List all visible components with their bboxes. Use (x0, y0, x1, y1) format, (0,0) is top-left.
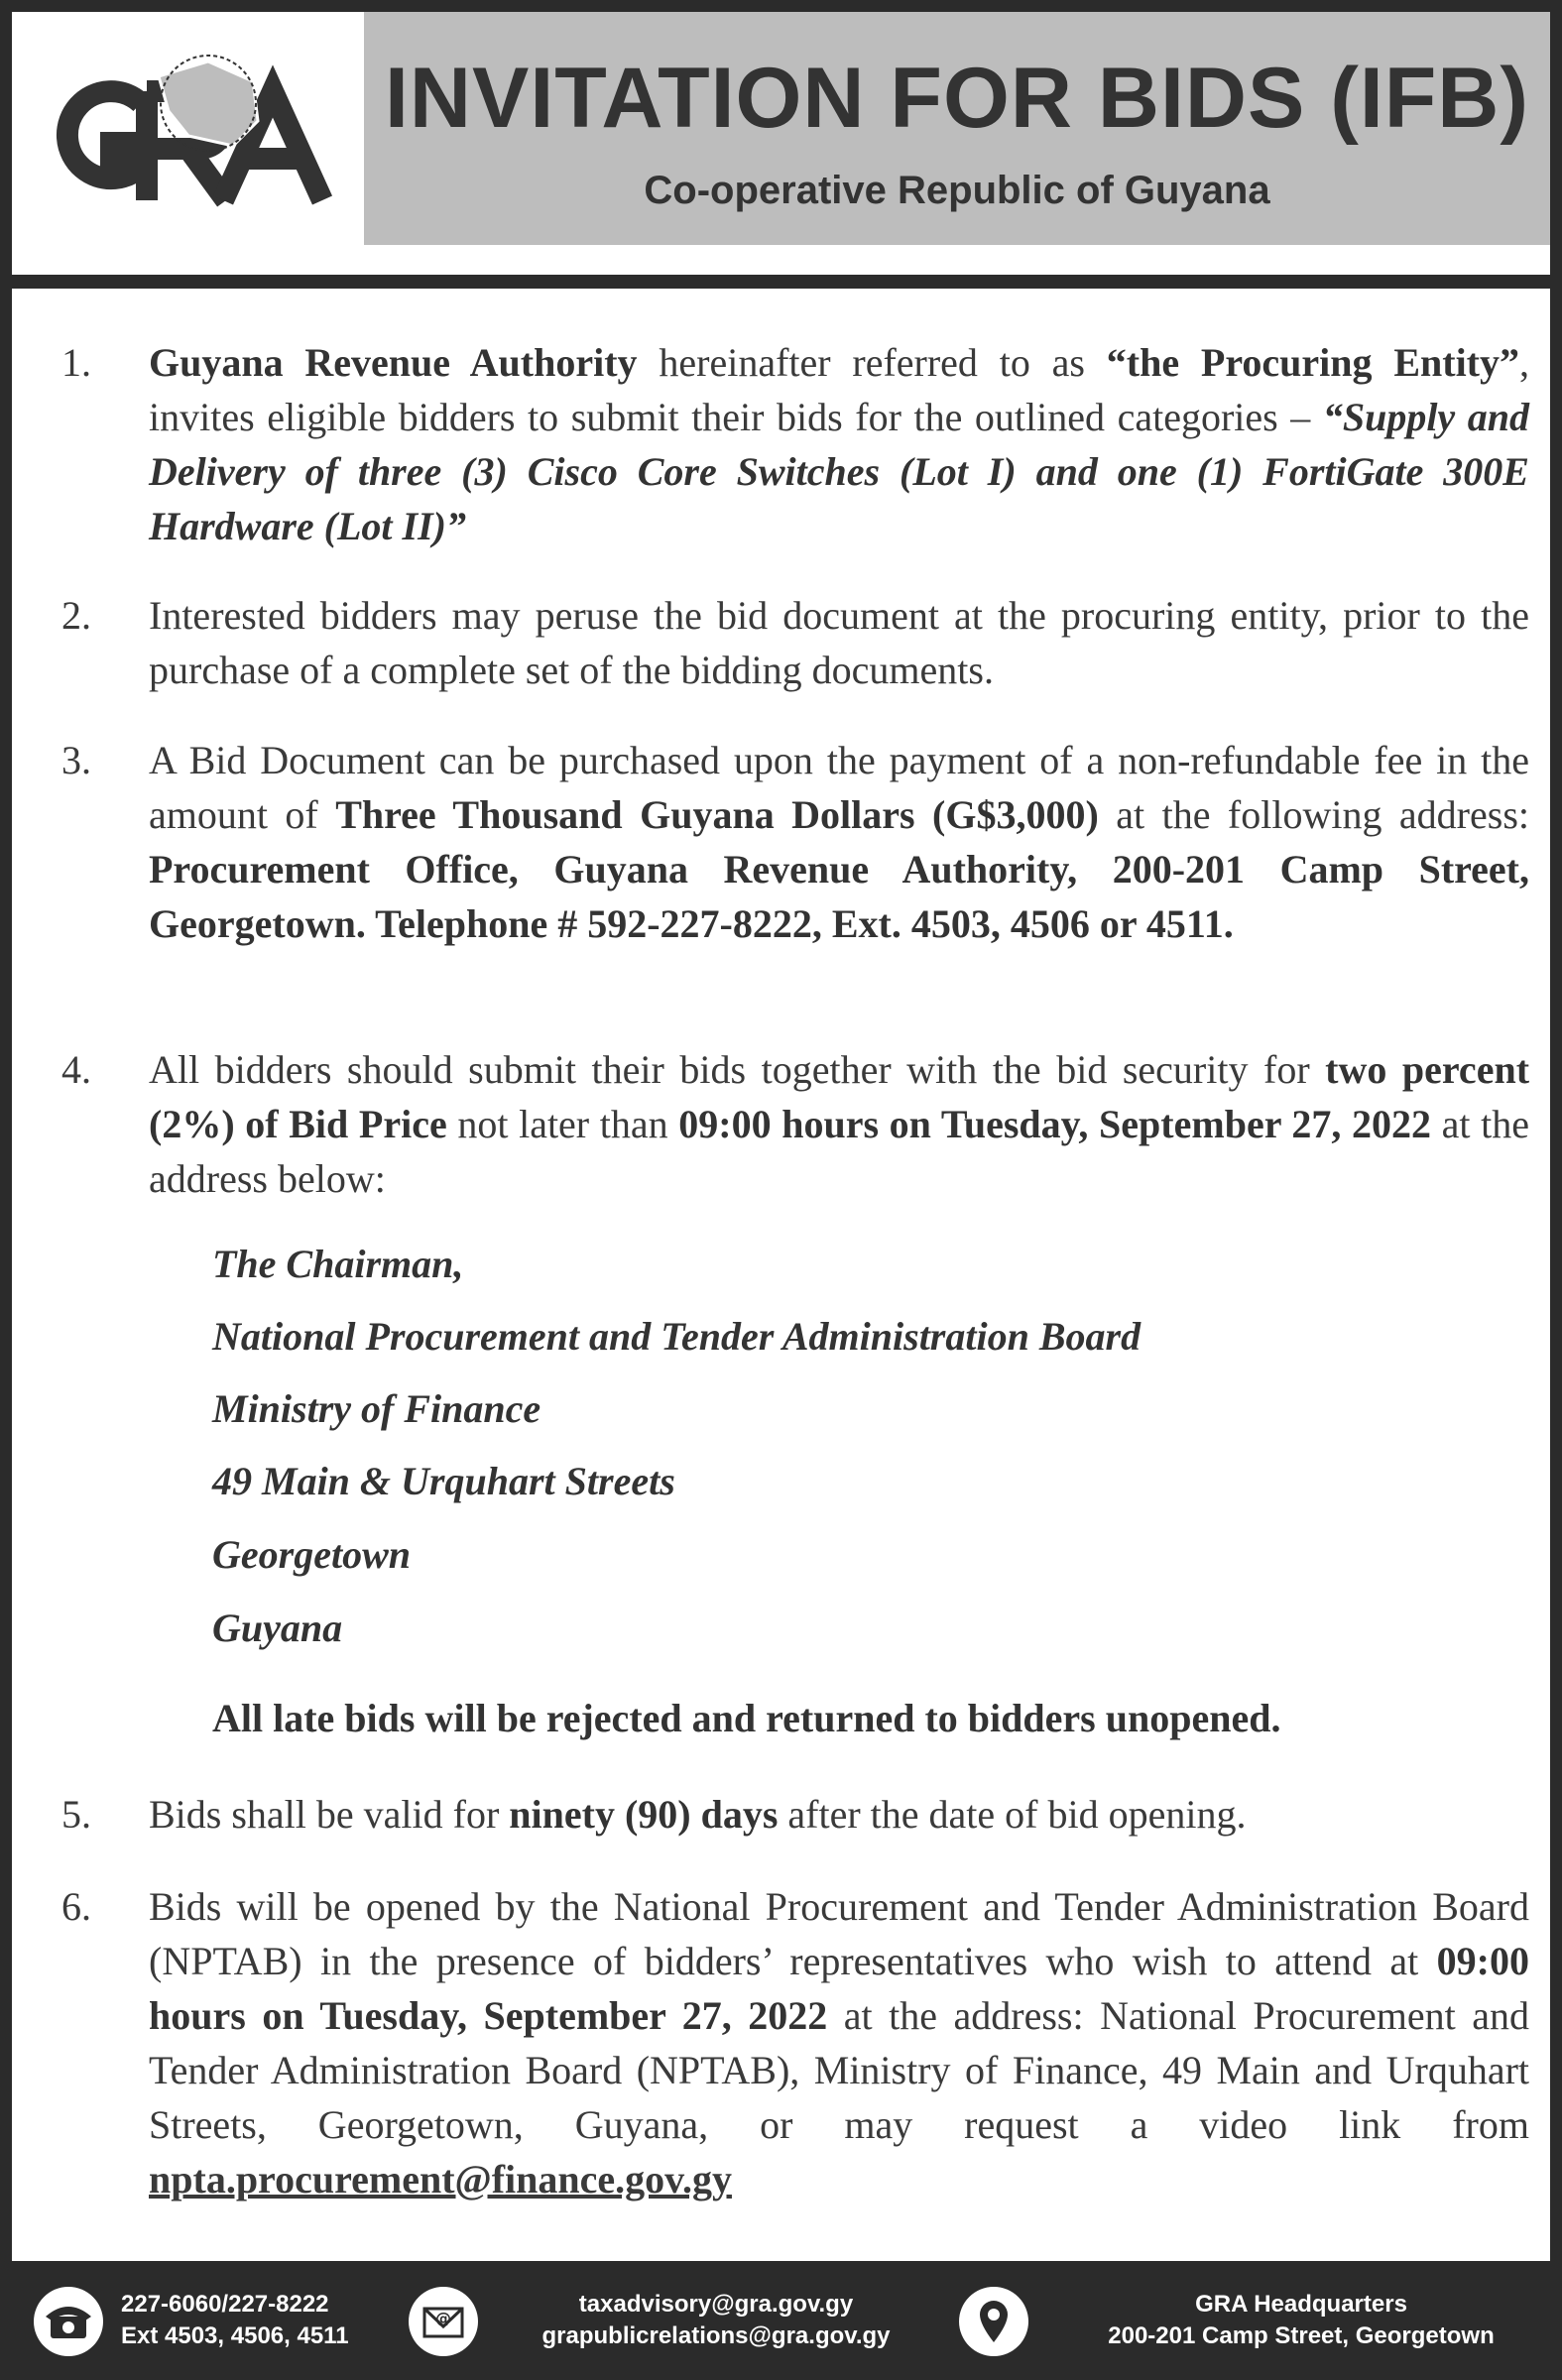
emphasis-text: “the Procuring Entity” (1106, 340, 1519, 385)
body-text: after the date of bid opening. (778, 1792, 1247, 1837)
item-text (149, 733, 1529, 951)
gra-logo (50, 52, 347, 220)
location-pin-icon (959, 2287, 1028, 2356)
item-text (149, 1879, 1529, 2206)
body-text: Bids shall be valid for (149, 1792, 510, 1837)
item-number: 2. (61, 593, 91, 638)
item-number: 4. (61, 1047, 91, 1092)
location-line-1: GRA Headquarters (1195, 2291, 1407, 2318)
email-icon (409, 2287, 478, 2356)
emphasis-text: Guyana Revenue Authority (149, 340, 638, 385)
item-number: 5. (61, 1792, 91, 1837)
emphasis-text: “Supply and Delivery of three (3) Cisco Core Switches (Lot I) and one (1) FortiGate 300E Hardware (Lot II)” (149, 395, 1529, 548)
body-text: A Bid Document can be purchased upon the payment of a non-refundable fee in the amount of (149, 738, 1529, 837)
contact-footer (12, 2273, 1550, 2368)
emphasis-text: 09:00 hours on Tuesday, September 27, 2022 (678, 1102, 1431, 1146)
address-line: Georgetown (212, 1532, 411, 1577)
title-panel (364, 12, 1550, 245)
item-text (149, 335, 1529, 553)
page-title: INVITATION FOR BIDS (IFB) (384, 51, 1530, 146)
header-divider (12, 275, 1550, 289)
item-number: 6. (61, 1884, 91, 1929)
item-text (149, 1787, 1529, 1842)
body-text: not later than (446, 1102, 679, 1146)
email-line-2[interactable]: grapublicrelations@gra.gov.gy (541, 2322, 891, 2349)
phone-line-1: 227-6060/227-8222 (121, 2291, 329, 2318)
phone-line-2: Ext 4503, 4506, 4511 (121, 2322, 349, 2349)
address-line: National Procurement and Tender Administration Board (212, 1314, 1141, 1359)
address-line: 49 Main & Urquhart Streets (212, 1459, 675, 1503)
emphasis-text: Three Thousand Guyana Dollars (G$3,000) (335, 792, 1099, 837)
email-link[interactable]: npta.procurement@finance.gov.gy (149, 2157, 732, 2202)
address-line: Guyana (212, 1606, 343, 1650)
page-subtitle: Co-operative Republic of Guyana (644, 169, 1270, 212)
address-line: Ministry of Finance (212, 1386, 541, 1431)
body-text: , invites eligible bidders to submit their bids for the outlined categories – (149, 340, 1529, 439)
item-number: 3. (61, 738, 91, 782)
body-text: All bidders should submit their bids together with the bid security for (149, 1047, 1326, 1092)
body-text: Bids will be opened by the National Procurement and Tender Administration Board (NPTAB) in the presence of bidders’ representatives who wish to attend at (149, 1884, 1529, 1983)
item-text (149, 588, 1529, 697)
item-number: 1. (61, 340, 91, 385)
emphasis-text: ninety (90) days (509, 1792, 779, 1837)
item-text (149, 1042, 1529, 1206)
address-line: The Chairman, (212, 1242, 464, 1286)
email-line-1[interactable]: taxadvisory@gra.gov.gy (578, 2291, 854, 2318)
ifb-notice (12, 12, 1550, 2261)
body-text: hereinafter referred to as (637, 340, 1107, 385)
body-text: at the address below: (149, 1102, 1529, 1201)
svg-text:@: @ (435, 2309, 451, 2327)
body-text: at the following address: (1098, 792, 1529, 837)
body-text: Interested bidders may peruse the bid document at the procuring entity, prior to the purchase of a complete set of the bidding documents. (149, 593, 1529, 692)
emphasis-text: two percent (2%) of Bid Price (149, 1047, 1530, 1146)
emphasis-text: 09:00 hours on Tuesday, September 27, 2022 (149, 1939, 1529, 2038)
location-line-2: 200-201 Camp Street, Georgetown (1108, 2322, 1495, 2349)
late-bids-notice: All late bids will be rejected and returned to bidders unopened. (212, 1696, 1281, 1740)
phone-icon (34, 2287, 103, 2356)
body-text: at the address: National Procurement and Tender Administration Board (NPTAB), Ministry of Finance, 49 Main and Urquhart Streets, Georgetown, Guyana, or may request a video link from (149, 1993, 1530, 2147)
emphasis-text: Procurement Office, Guyana Revenue Authority, 200-201 Camp Street, Georgetown. Telephone # 592-227-8222, Ext. 4503, 4506 or 4511. (149, 847, 1529, 946)
header (12, 12, 1550, 275)
